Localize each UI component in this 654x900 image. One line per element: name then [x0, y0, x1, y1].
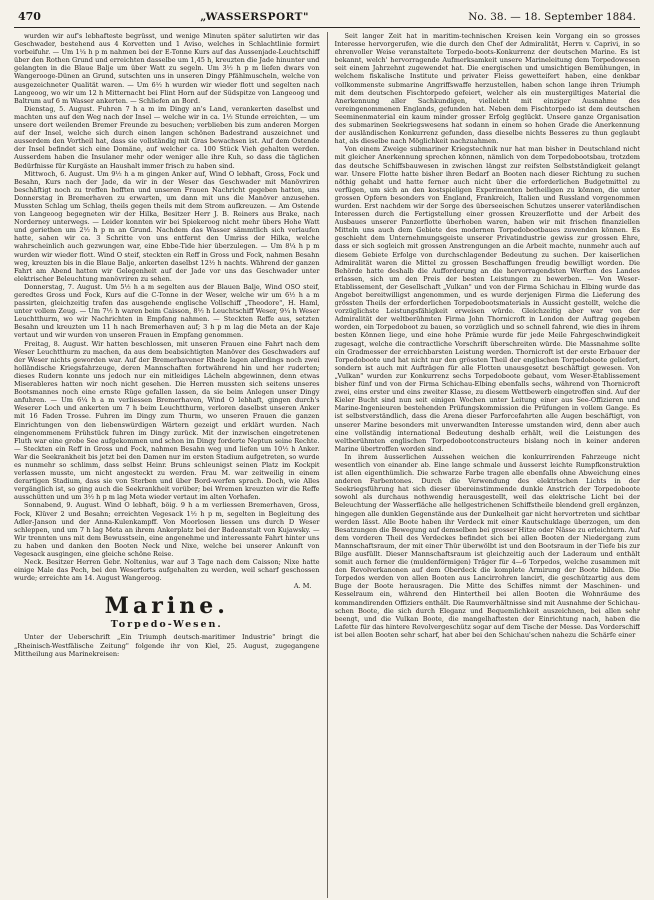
paragraph: Donnerstag, 7. August. Um 5½ h a m segelten aus der Blauen Balje, Wind OSO steif, geredtes Gross und Fock, Kurs auf die C-Tonne in der Weser, welche wir um 6½ h a m passirten, gleichzeitig trafen das ausgehende englische Vollschiff „Theodore", H. Haml, unter vollem Zeug. — Um 7½ h waren beim Caisson, 8½ h Leuchtschiff Weser, 9¼ h Weser Leuchtthurm, wo wir Nachrichten in Empfang nahmen. — Steckten Reffe aus, setzten Besahn und kreuzten um 11 h nach Bremerhaven auf; 3 h p m lag die Meta an der Kaje vertaut und wir wurden von unseren Frauen in Empfang genommen. [14, 282, 320, 340]
paragraph: Neck. Besitzer Herren Gebr. Noltenius, war auf 3 Tage nach dem Caisson; Nixe hatte einige Male das Pech, bei den Weserforts aufgehalten zu werden, weil scharf geschossen wurde; erreichte am 14. August Wangeroog. [14, 558, 320, 583]
page-number: 470 [18, 10, 41, 23]
paragraph: Von einem Zweige submariner Kriegstechnik nur hat man bisher in Deutschland nicht mit gleicher Anerkennung sprechen können, nämlich von dem Torpedobootsbau, trotzdem das deutsche Schiffsbauwesen in zwischen längst zur reifsten Selbstständigkeit gelangt war. Unsere Flotte hatte bisher ihren Bedarf an Booten nach dieser Richtung zu suchen nöthig gehabt und hatte ferner auch nicht über die erforderlichen Budgetmittel zu verfügen, um sich an den kostspieligen Experimenten betheiligen zu können, die unter grossen Opfern besonders von England, Frankreich, Italien und Russland vorgenommen wurden. Erst nachdem wir der Sorge des überseeischen Schutzes unserer vaterländischen Interessen durch die Fertigstellung einer grossen Kreuzerflotte und der Arbeit des Ausbaues unserer Panzerflotte überhoben waren, haben wir mit frischen finanziellen Mitteln uns auch dem Gebiete des modernen Torpedobootbaues zuwenden können. Es geschieht dem Unternehmungsgeiste unserer Privatindustrie gewiss zur grossen Ehre, dass er sich sogleich mit grossen Anstrengungen an die Arbeit machte, nunmehr auch auf diesem Gebiete Erfolge von durchschlagender Bedeutung zu suchen. Der kaiserlichen Admiralität waren die Mittel zu grossen Beschaffungen freudig bewilligt worden. Die Behörde hatte deshalb die Aufforderung an die hervorragendsten Werften des Landes erlassen, sich um den Preis der besten Leistungen zu bewerben. — Von Weser-Etablissement, der Gesellschaft „Vulkan" und von der Firma Schichau in Elbing wurde das Angebot bereitwilligst angenommen, und es wurde derjenigen Firma die Lieferung des grössten Theils der erforderlichen Torpedobootsmaterials in Aussicht gestellt, welche die vorzüglichste Leistungsfähigkeit erweisen würde. Gleichzeitig aber war von der Admiralität der weltberühmten Firma John Thornicroft in London der Auftrag gegeben worden, ein Torpedoboot zu bauen, so vorzüglich und so schnell fahrend, wie dies in ihrem besten Können liege, und eine hohe Prämie wurde für jede Meile Fahrgeschwindigkeit zugesagt, welche die contractliche Vorschrift überschreiten würde. Die Massnahme sollte ein Gradmesser der erreichbarsten Leistung werden. Thornicroft ist der erste Erbauer der Torpedoboote und hat nicht nur den grössten Theil der englischen Torpedoboote geliefert, sondern ist auch mit Aufträgen für alle Flotten unausgesetzt beschäftigt gewesen. Von „Vulkan" wurden zur Konkurrenz sechs Torpedoboote gebaut, vom Weser-Etablissement bisher fünf und von der Firma Schichau-Elbing ebenfalls sechs, während von Thornicroft zwei, eins erster und eins zweiter Klasse, zu diesem Wettbewerb eingetroffen sind. Auf der Kieler Bucht sind nun seit einigen Wochen unter Leitung einer aus See-Offizieren und Marine-Ingenieuren bestehenden Prüfungskommission die Prüfungen in vollem Gange. Es ist selbstverständlich, dass die Arena dieser Parforcefahrten alle Augen beschäftigt, von unserer Marine besonders mit unverwandten Interesse umstanden wird, denn aber auch eine vollständig international Bedeutung deshalb erhält, weil die Leistungen des weltberühmten englischen Torpedobootconstructeurs bislang noch in keiner anderen Marine übertroffen worden sind. [334, 145, 640, 453]
publication-title: „WASSERSPORT" [200, 11, 309, 23]
paragraph: Freitag, 8. August. Wir hatten beschlossen, mit unseren Frauen eine Fahrt nach dem Weser Leuchtthurm zu machen, da aus dem beabsichtigten Manöver des Geschwaders auf der Weser nichts geworden war. Auf der Bremerhavener Rhede lagen allerdings noch zwei holländische Kriegsfahrzeuge, deren Mannschaften fortwährend hin und her ruderten; dieses Rudern konnte uns jedoch nur ein mitleidiges Lächeln abgewinnen, denn etwas Miserableres hatten wir noch nicht gesehen. Die Herren mussten sich seitens unseres Bootsmannes noch eine ernste Rüge gefallen lassen, da sie beim Anlegen unser Dingy anfuhren. — Um 6¼ h a m verliessen Bremerhaven, Wind O lebhaft, gingen durch's Weserer Loch und ankerten um 7 h beim Leuchtthurm, verloren daselbst unseren Anker mit 16 Faden Trosse. Fuhren im Dingy zum Thurm, wo unseren Frauen die ganzen Einrichtungen von den liebenswürdigen Wärtern gezeigt und erklärt wurden. Nach eingenommenem Frühstück fuhren im Dingy zurück. Mit der inzwischen eingetretenen Fluth war eine grobe See aufgekommen und schon im Dingy forderte Neptun seine Rechte. — Steckten ein Reff in Gross und Fock, nahmen Besahn weg und liefen um 10½ h Anker. War die Seekrankheit bis jetzt bei den Damen nur im ersten Stadium aufgetreten, so wurde es nunmehr so schlimm, dass selbst Heinr. Bruns schleunigst seinen Platz im Kockpit verlassen musste, um nicht angesteckt zu werden. Frau M. war zeitweilig in einem derartigen Stadium, dass sie von Sterben und über Bord-werfen sprach. Doch, wie Alles vergänglich ist, so ging auch die Seekrankheit vorüber; bei Wremen kreuzten wir die Reffe ausschütten und um 3½ h p m lag Meta wieder vertaut im alten Vorhafen. [14, 339, 320, 502]
paragraph: Seit langer Zeit hat in maritim-technischen Kreisen kein Vorgang ein so grosses Interesse hervorgerufen, wie die durch den Chef der Admiralität, Herrn v. Caprivi, in so ehrenvoller Weise veranstaltete Torpedo-boots-Konkurrenz der deutschen Marine. Es ist bekannt, welch' hervorragende Aufmerksamkeit unsere Marineleitung dem Torpedowesen seit einem Jahrzehnt zugewendet hat. Die energischen und umsichtigen Bemühungen, in welchem fiskalische Institute und privater Fleiss gewetteifert haben, eine denkbar vollkommenste submarine Angriffswaffe herzustellen, haben schon lange ihren Triumph mit dem deutschen Fischtorpedo gefeiert, welcher als ein mustergiltiges Material die Anerkennung aller Sachkundigen, vielleicht mit einziger Ausnahme des vereingenommenen Englands, gefunden hat. Neben dem Fischtorpedo ist dem deutschen Seeminenmaterial ein kaum minder grosser Erfolg geglückt. Unsere ganze Organisation des submarinen Seekriegswesens hat sodann in einem so hohen Grade die Anerkennung der ausländischen Konkurrenz gefunden, dass dieselbe nichts Besseres zu thun geglaubt hat, als dieselbe nach Möglichkeit nachzuahmen. [334, 32, 640, 146]
section-heading [14, 594, 320, 631]
column-divider [327, 32, 328, 898]
section-subtitle: Torpedo-Wesen. [110, 619, 223, 631]
paragraph: Mittwoch, 6. August. Um 9½ h a m gingen Anker auf, Wind O lebhaft, Gross, Fock und Besahn, Kurs nach der Jade, da wir in der Weser das Geschwader mit Manövriren beschäftigt noch zu treffen hofften und unseren Frauen Nachricht gegeben hatten, uns Donnerstag in Bremerhaven zu erwarten, um dann mit uns die Manöver anzusehen. Mussten Schlag um Schlag, theils gegen theils mit dem Strom aufkreuzen. — Am Ostende von Langeoog begegneten wir der Hilka, Besitzer Herr J. B. Reiners aus Brake, nach Norderney unterwegs. — Leider konnten wir bei Spiekeroog nicht mehr übers Hohe Watt und geriethen um 2½ h p m an Grund. Nachdem das Wasser sämmtlich sich verlaufen hatte, sahen wir ca. 3 Schritte von uns entfernt den Umriss der Hilka, welche wahrscheinlich auch gezwungen war, eine Ebbe-Tide hier überzulegen. — Um 8¼ h p m wurden wir wieder flott. Wind O steif, steckten ein Reff in Gross und Fock, nahmen Besahn weg, kreuzten bis in die Blaue Balje, ankerten daselbst 12½ h nachts. Während der ganzen Fahrt am Abend hatten wir Gelegenheit auf der Jade vor uns das Geschwader unter elektrischer Beleuchtung manövriren zu sehen. [14, 169, 320, 283]
paragraph: Unter der Ueberschrift „Ein Triumph deutsch-maritimer Industrie" bringt die „Rheinisch-Westfälische Zeitung" folgende ihr von Kiel, 25. August, zugegangene Mittheilung aus Marinekreisen: [14, 633, 320, 658]
left-column [14, 32, 320, 898]
paragraph: Sonnabend, 9. August. Wind O lebhaft, böig. 9 h a m verliessen Bremerhaven, Gross, Fock, Klüver 2 und Besahn; erreichten Vegesack 1½ h p m, segelten in Begleitung des Adler-Janson und der Anna-Kulenkampff. Von Moorlosen liessen uns durch D Weser schleppen, und um 7 h lag Meta an ihrem Ankerplatz bei der Badeanstalt von Kujawsky. — Wir trennten uns mit dem Bewusstsein, eine angenehme und interessante Fahrt hinter uns zu haben und danken den Booten Neck und Nixe, welche bei unserer Ankunft von Vegesack ausgingen, eine gleiche schöne Reise. [14, 501, 320, 558]
paragraph: wurden wir auf's lebhafteste begrüsst, und wenige Minuten später salutirten wir das Geschwader, bestehend aus 4 Korvetten und 1 Aviso, welches in Schlachtlinie formirt vorbeifuhr. — Um 1¼ h p m nahmen bei der E-Tonne Kurs auf das Aussenjade-Leuchtschiff über den Rothen Grund und erreichten dasselbe um 1,45 h, kreuzten die Jade hinunter und gelangten in die Blaue Balje um über Watt zu segeln. Um 3½ h p m liefen dwars von Wangerooge-Dünen an Grund, sutschten uns in unseren Dingy Pfählmuscheln, welche von ausgezeichneter Qualität waren. — Um 6½ h wurden wir wieder flott und segelten nach Langeoog, wo wir um 12 h Mitternacht bei Flint Horn auf der Südspitze von Langeoog und Baltrum auf 6 m Wasser ankerten. — Schliefen an Bord. [14, 32, 320, 105]
text-columns [14, 32, 640, 898]
paragraph: Dienstag, 5. August. Fuhren 7 h a m im Dingy an's Land, verankerten daselbst und machten uns auf den Weg nach der Insel — welche wir in ca. 1½ Stunde erreichten, — um unsere dort weilenden Bremer Freunde zu besuchen; verblieben bis zum anderen Morgen auf der Insel, welche sich durch einen langen schönen Badestrand auszeichnet und ausserdem den Vortheil hat, dass sie vollständig mit Gras bewachsen ist. Auf dem Ostende der Insel befindet sich eine Domäne, auf welcher ca. 100 Stück Vieh gehalten werden. Ausserdem haben die Insulaner mehr oder weniger alle ihre Kuh, so dass die täglichen Bedürfnisse für Kurgäste an Haushalt immer frisch zu haben sind. [14, 104, 320, 170]
issue-info: No. 38. — 18. September 1884. [468, 11, 636, 23]
section-title: Marine. [104, 593, 229, 620]
page-header [14, 10, 640, 28]
right-column [335, 32, 641, 898]
author-signature: A. M. [293, 582, 312, 591]
paragraph: In ihrem äusserlichen Aussehen weichen die konkurrirenden Fahrzeuge nicht wesentlich von einander ab. Eine lange schmale und äusserst leichte Rumpfkonstruktion ist allen eigenthümlich. Die schwarze Farbe tragen alle ebenfalls ohne Abweichung eines anderen Farbentones. Durch die Verwendung des elektrischen Lichts in der Seekriegsführung hat sich dieser übereinstimmende dunkle Anstrich der Torpedoboote sowohl als durchaus nothwendig herausgestellt, weil das elektrische Licht bei der Beleuchtung der Wasserfläche alle hellgestrichenen Schiffstheile blendend grell ergänzen, hingegen alle dunklen Gegenstände aus der Dunkelheit gar nicht hervortreten und sichtbar werden lässt. Alle Boote haben ihr Verdeck mit einer Kautschuklage überzogen, um den Besatzungen die Bewegung auf demselben bei grosser Hitze oder Nässe zu erleichtern. Auf dem vorderen Theil des Verdeckes befindet sich bei allen Booten der Niedergang zum Mannschaftsraum, der mit einer Thür überwölbt ist und den Bootsraum in der Tiefe bis zur Bilge ausfüllt. Dieser Mannschaftsraum ist gleichzeitig auch der Laderaum und enthält somit auch ferner die (muldenförmigen) Träger für 4—6 Torpedos, welche zusammen mit den Revolverkanonen auf dem Oberdeck die komplete Armirung der Boote bilden. Die Torpedos werden von allen Booten aus Lancirrohren lancirt, die geschützartig aus dem Buge der Boote herausragen. Die Mitte des Schiffes nimmt der Maschinen- und Kesselraum ein, während den Hintertheil bei allen Booten die Wohnräume des kommandirenden Offiziers enthält. Die Raumverhältnisse sind mit Ausnahme der Schichau-schen Boote, die sich durch Eleganz und Bequemlichkeit auszeichnen, bei allen sehr beengt, und die Vulkan Boote, die mangelhaftesten der Einrichtung nach, haben die Lafette für das hintere Revolvergeschütz sogar auf dem Tische der Messe. Das Vorderschiff ist bei allen Booten sehr scharf, hat aber bei den Schichau'schen nahezu die Schärfe einer [334, 452, 640, 639]
